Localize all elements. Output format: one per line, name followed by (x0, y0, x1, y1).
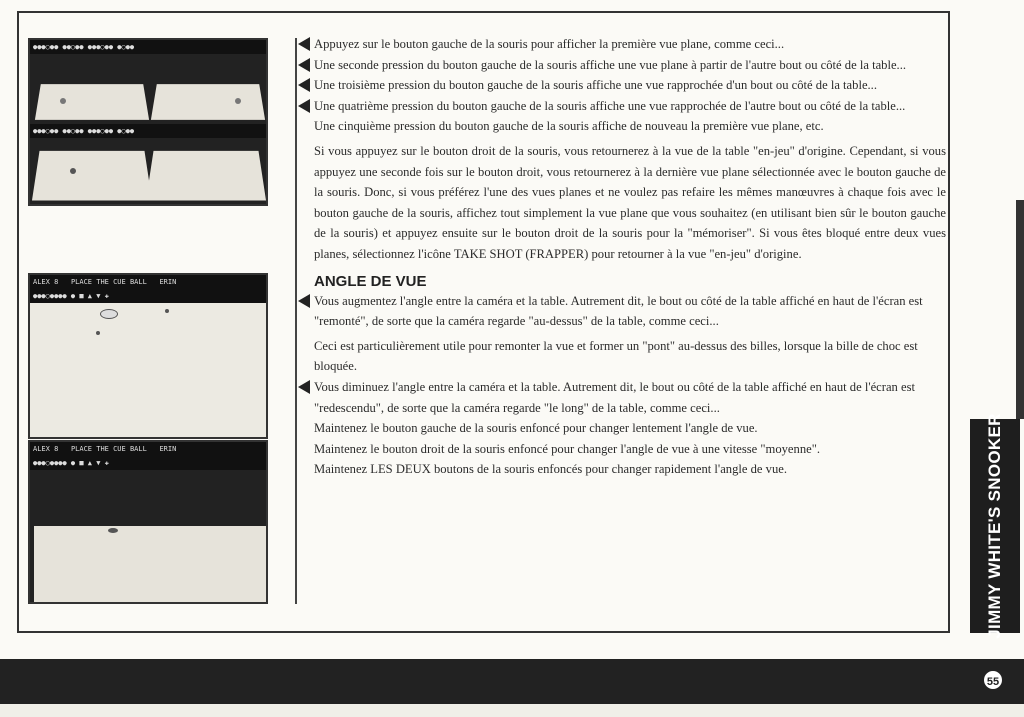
right-button-paragraph: Si vous appuyez sur le bouton droit de la souris, vous retournerez à la vue de la table "en-jeu" d'origine. Cependant, si vous appuyez une seconde fois sur le bouton droit, vous retournerez à la dernière vue plane sélectionnée avec le bouton gauche de la souris. Donc, si vous préférez l'une des vues planes et ne voulez pas refaire les mêmes manœuvres à chaque fois avec le bouton gauche de la souris, affichez tout simplement la vue plane que vous souhaitez (en utilisant bien sûr le bouton gauche de la souris) et appuyez ensuite sur le bouton droit de la souris pour la "mémoriser". Si vous êtes bloqué entre deux vues planes, sélectionnez l'icône TAKE SHOT (FRAPPER) pour retourner à la vue "en-jeu" d'origine. (314, 143, 946, 261)
cue-ball (235, 98, 241, 104)
object-ball (96, 331, 100, 335)
hud-bar: ●●●○●● ●●○●● ●●●○●● ●○●● (30, 40, 266, 54)
arrow-left-icon (298, 380, 310, 394)
page-number: 55 (982, 669, 1004, 691)
player-right-label: ERIN (159, 445, 177, 453)
side-title: JIMMY WHITE'S SNOOKER (985, 413, 1004, 639)
instruction-item: Une cinquième pression du bouton gauche de la souris affiche de nouveau la première vue plane, etc. (314, 119, 824, 134)
section-heading: ANGLE DE VUE (314, 272, 427, 290)
raised-angle-screenshot (28, 273, 268, 439)
cue-ball (70, 168, 76, 174)
column-divider (295, 38, 297, 604)
bottom-band (0, 659, 1024, 704)
table-view (146, 151, 266, 201)
table-view (151, 84, 265, 120)
arrow-left-icon (298, 37, 310, 51)
hud-message: PLACE THE CUE BALL (70, 445, 147, 453)
object-ball (108, 528, 118, 533)
arrow-left-icon (298, 99, 310, 113)
arrow-left-icon (298, 58, 310, 72)
instruction-item: Une troisième pression du bouton gauche de la souris affiche une vue rapprochée d'un bout ou côté de la table... (298, 75, 946, 96)
edge-strip (1016, 200, 1024, 419)
hold-left-line: Maintenez le bouton gauche de la souris enfoncé pour changer lentement l'angle de vue. (314, 421, 758, 436)
instruction-item: Une quatrième pression du bouton gauche de la souris affiche une vue rapprochée de l'autre bout ou côté de la table... (298, 96, 946, 117)
side-title-tab (970, 413, 1020, 639)
hud-bar: ALEX 8 PLACE THE CUE BALL ERIN ●●●○●●●● ● ■ ▲ ▼ ✚ (30, 275, 266, 303)
cue-ball (100, 309, 118, 319)
player-right-label: ERIN (159, 278, 177, 286)
plane-views-screenshot (28, 38, 268, 206)
table-view (35, 84, 149, 120)
table-view (34, 526, 266, 602)
instructions-text (298, 34, 946, 480)
angle-up-item: Vous augmentez l'angle entre la caméra et la table. Autrement dit, le bout ou côté de la table affiché en haut de l'écran est "remonté", de sorte que la caméra regarde "au-dessus" de la table, comme ceci... (298, 291, 946, 332)
arrow-left-icon (298, 78, 310, 92)
instruction-item: Une seconde pression du bouton gauche de la souris affiche une vue plane à partir de l'autre bout ou côté de la table... (298, 55, 946, 76)
useful-paragraph: Ceci est particulièrement utile pour remonter la vue et former un "pont" au-dessus des billes, lorsque la bille de choc est bloquée. (314, 338, 918, 374)
hold-right-line: Maintenez le bouton droit de la souris enfoncé pour changer l'angle de vue à une vitesse "moyenne". (314, 441, 820, 456)
hold-both-line: Maintenez LES DEUX boutons de la souris enfoncés pour changer rapidement l'angle de vue. (314, 462, 787, 477)
bottom-margin (0, 704, 1024, 717)
cue-ball (60, 98, 66, 104)
lowered-angle-screenshot (28, 440, 268, 604)
table-view (32, 151, 152, 201)
angle-down-item: Vous diminuez l'angle entre la caméra et la table. Autrement dit, le bout ou côté de la table affiché en haut de l'écran est "redescendu", de sorte que la caméra regarde "le long" de la table, comme ceci... (298, 377, 946, 418)
player-left-label: ALEX 8 (33, 278, 59, 286)
hud-bar: ALEX 8 PLACE THE CUE BALL ERIN ●●●○●●●● ● ■ ▲ ▼ ✚ (30, 442, 266, 470)
player-left-label: ALEX 8 (33, 445, 59, 453)
hud-bar: ●●●○●● ●●○●● ●●●○●● ●○●● (30, 124, 266, 138)
hud-message: PLACE THE CUE BALL (70, 278, 147, 286)
object-ball (165, 309, 169, 313)
instruction-item: Appuyez sur le bouton gauche de la souris pour afficher la première vue plane, comme ceci... (298, 34, 946, 55)
arrow-left-icon (298, 294, 310, 308)
